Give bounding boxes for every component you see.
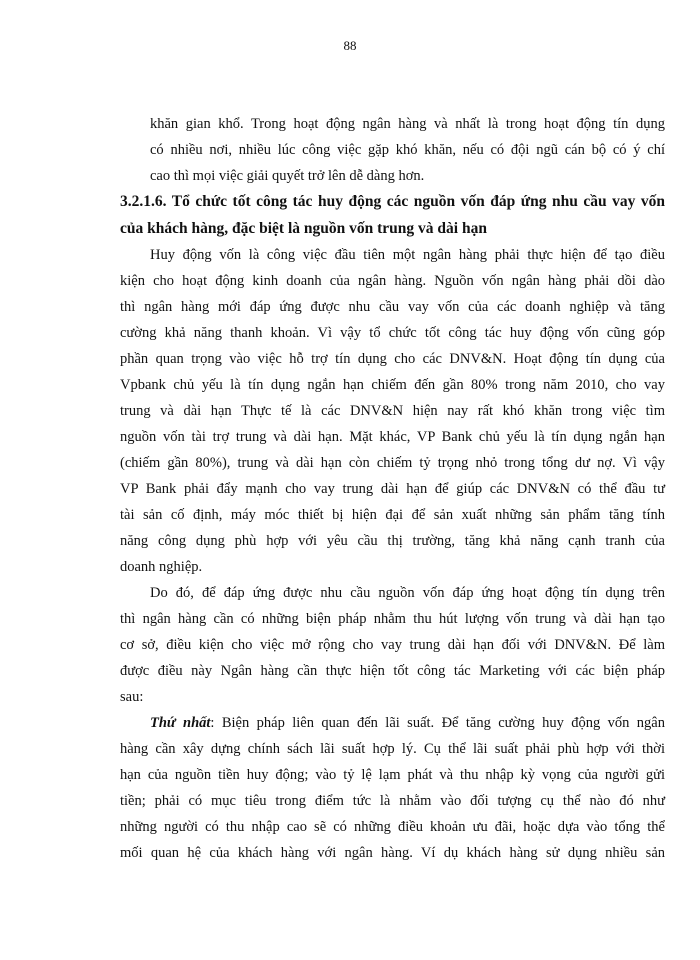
para1-line-12: năng công dụng phù hợp với yêu cầu thị trường, tăng khả năng cạnh tranh của bbox=[120, 533, 665, 549]
section-heading-line-2: của khách hàng, đặc biệt là nguồn vốn trung và dài hạn bbox=[120, 220, 487, 237]
para1-line-9: (chiếm gần 80%), trung và dài hạn còn chiếm tỷ trọng nhỏ trong tổng dư nợ. Vì vậy bbox=[120, 455, 665, 471]
para3-line-3: hạn của nguồn tiền huy động; vào tỷ lệ lạm phát và thu nhập kỳ vọng của người gửi bbox=[120, 767, 665, 783]
intro-line-3: cao thì mọi việc giải quyết trở lên dễ dàng hơn. bbox=[150, 168, 425, 184]
para1-line-8: nguồn vốn tài trợ trung và dài hạn. Mặt khác, VP Bank chủ yếu là tín dụng ngắn hạn bbox=[120, 429, 665, 445]
para3-line-6: mối quan hệ của khách hàng với ngân hàng. Ví dụ khách hàng sử dụng nhiều sản bbox=[120, 845, 665, 861]
page-number: 88 bbox=[343, 38, 357, 53]
para3-lead-term: Thứ nhất bbox=[150, 715, 211, 731]
intro-line-1: khăn gian khổ. Trong hoạt động ngân hàng và nhất là trong hoạt động tín dụng bbox=[150, 116, 665, 132]
para2-line-4: được điều này Ngân hàng cần thực hiện tốt công tác Marketing với các biện pháp bbox=[120, 663, 665, 679]
para1-line-3: thì ngân hàng mới đáp ứng được nhu cầu vay vốn của các doanh nghiệp và tăng bbox=[120, 299, 665, 315]
para1-line-5: phần quan trọng vào việc hỗ trợ tín dụng cho các DNV&N. Hoạt động tín dụng của bbox=[120, 351, 665, 367]
para3-line-1 bbox=[150, 713, 665, 733]
para1-line-6: Vpbank chủ yếu là tín dụng ngắn hạn chiếm đến gần 80% trong năm 2010, cho vay bbox=[120, 377, 665, 393]
para2-line-2: thì ngân hàng cần có những biện pháp nhằm thu hút lượng vốn trung và dài hạn tạo bbox=[120, 611, 665, 627]
para1-line-4: cường khả năng thanh khoản. Vì vậy tổ chức tốt công tác huy động vốn cũng góp bbox=[120, 325, 665, 341]
para3-line-4: tiền; phải có mục tiêu trong điểm tức là nhằm vào đối tượng cụ thể nào đó như bbox=[120, 793, 665, 809]
para1-line-11: tài sản cố định, máy móc thiết bị hiện đại để sản xuất những sản phẩm tăng tính bbox=[120, 507, 665, 523]
para1-line-10: VP Bank phải đẩy mạnh cho vay trung dài hạn để giúp các DNV&N có thể đầu tư bbox=[120, 481, 665, 497]
para1-line-7: trung và dài hạn Thực tế là các DNV&N hiện nay rất khó khăn trong việc tìm bbox=[120, 403, 665, 419]
para2-line-3: cơ sở, điều kiện cho việc mở rộng cho vay trung dài hạn đối với DNV&N. Để làm bbox=[120, 637, 665, 653]
para3-line-1-rest: : Biện pháp liên quan đến lãi suất. Để tăng cường huy động vốn ngân bbox=[210, 715, 665, 731]
para1-line-1: Huy động vốn là công việc đầu tiên một ngân hàng phải thực hiện để tạo điều bbox=[150, 247, 665, 263]
para2-line-1: Do đó, để đáp ứng được nhu cầu nguồn vốn đáp ứng hoạt động tín dụng trên bbox=[150, 585, 665, 601]
para3-line-2: hàng cần xây dựng chính sách lãi suất hợp lý. Cụ thể lãi suất phải phù hợp với thời bbox=[120, 741, 665, 757]
para1-line-13: doanh nghiệp. bbox=[120, 559, 203, 575]
para1-line-2: kiện cho hoạt động kinh doanh của ngân hàng. Nguồn vốn ngân hàng phải dồi dào bbox=[120, 273, 665, 289]
section-heading-line-1: 3.2.1.6. Tổ chức tốt công tác huy động các nguồn vốn đáp ứng nhu cầu vay vốn bbox=[120, 193, 665, 210]
para2-line-5: sau: bbox=[120, 689, 144, 705]
intro-line-2: có nhiều nơi, nhiều lúc công việc gặp khó khăn, nếu có đội ngũ cán bộ có ý chí bbox=[150, 142, 665, 158]
para3-line-5: những người có thu nhập cao sẽ có những điều khoản ưu đãi, hoặc dựa vào tổng thể bbox=[120, 819, 665, 835]
